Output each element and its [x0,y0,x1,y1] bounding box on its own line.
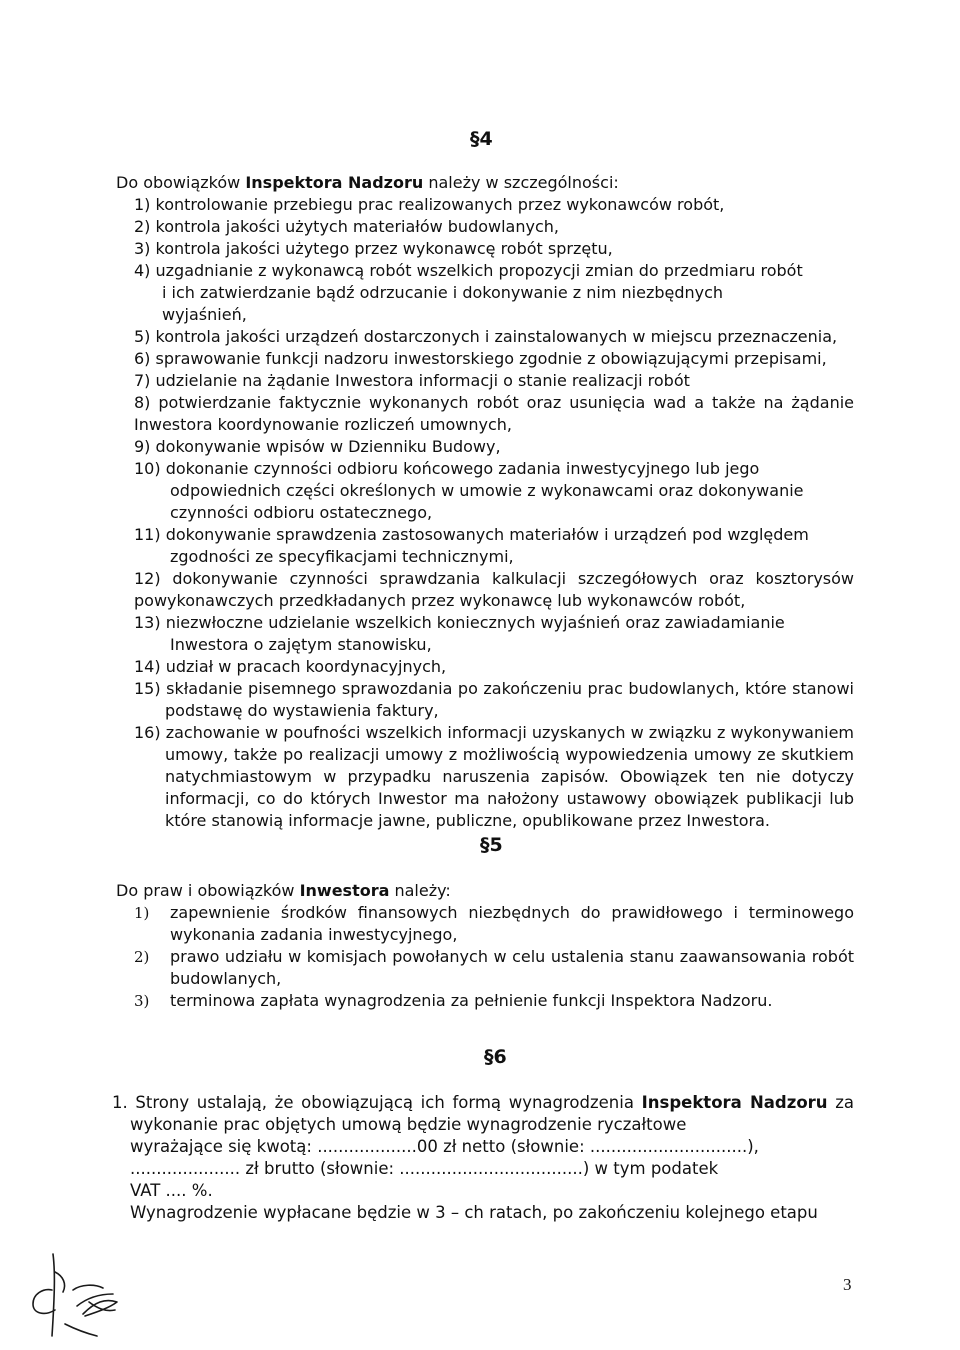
s4-line-25: 16) zachowanie w poufności wszelkich informacji uzyskanych w związku z wykonywaniem [134,723,854,742]
s4-line-16: 11) dokonywanie sprawdzenia zastosowanych materiałów i urządzeń pod względem [134,525,809,544]
s4-line-18: 12) dokonywanie czynności sprawdzania kalkulacji szczegółowych oraz kosztorysów [134,569,854,588]
s5-item-2-cont: budowlanych, [170,969,282,988]
s4-line-21: Inwestora o zajętym stanowisku, [170,635,432,654]
s4-line-29: które stanowią informacje jawne, publiczne, opublikowane przez Inwestora. [165,811,770,830]
s4-line-24: podstawę do wystawienia faktury, [165,701,439,720]
s4-line-3: 3) kontrola jakości użytego przez wykonawcę robót sprzętu, [134,239,613,258]
s4-line-2: 2) kontrola jakości użytych materiałów budowlanych, [134,217,559,236]
section-4-heading: §4 [470,128,493,150]
signature-icon [25,1250,145,1340]
s4-line-7: 5) kontrola jakości urządzeń dostarczonych i zainstalowanych w miejscu przeznaczenia, [134,327,838,346]
s4-line-20: 13) niezwłoczne udzielanie wszelkich koniecznych wyjaśnień oraz zawiadamianie [134,613,785,632]
s4-line-4: 4) uzgadnianie z wykonawcą robót wszelkich propozycji zmian do przedmiaru robót [134,261,803,280]
page-number: 3 [843,1275,852,1294]
s4-line-13: 10) dokonanie czynności odbioru końcowego zadania inwestycyjnego lub jego [134,459,760,478]
s4-line-15: czynności odbioru ostatecznego, [170,503,433,522]
s4-line-9: 7) udzielanie na żądanie Inwestora informacji o stanie realizacji robót [134,371,690,390]
s4-line-8: 6) sprawowanie funkcji nadzoru inwestorskiego zgodnie z obowiązującymi przepisami, [134,349,827,368]
section-5-heading: §5 [480,834,503,856]
s5-item-3: 3) terminowa zapłata wynagrodzenia za pełnienie funkcji Inspektora Nadzoru. [134,991,773,1010]
s4-line-5: i ich zatwierdzanie bądź odrzucanie i dokonywanie z nim niezbędnych [162,283,724,302]
s5-item-1-cont: wykonania zadania inwestycyjnego, [170,925,458,944]
s4-line-12: 9) dokonywanie wpisów w Dzienniku Budowy, [134,437,501,456]
s4-line-26: umowy, także po realizacji umowy z możliwością wypowiedzenia umowy ze skutkiem [165,745,854,764]
s4-line-23: 15) składanie pisemnego sprawozdania po zakończeniu prac budowlanych, które stanowi [134,679,854,698]
s5-item-2: 2) prawo udziału w komisjach powołanych w celu ustalenia stanu zaawansowania robót [134,947,854,966]
s6-line-2: wyrażające się kwotą: ...................00 zł netto (słownie: ..............................), [130,1137,759,1156]
s6-line-4: VAT .... %. [130,1181,213,1200]
s4-line-19: powykonawczych przedkładanych przez wykonawcę lub wykonawców robót, [134,591,746,610]
s5-item-1: 1) zapewnienie środków finansowych niezbędnych do prawidłowego i terminowego [134,903,854,922]
s4-line-10: 8) potwierdzanie faktycznie wykonanych robót oraz usunięcia wad a także na żądanie [134,393,854,412]
s6-line-1: wykonanie prac objętych umową będzie wynagrodzenie ryczałtowe [130,1115,687,1134]
s6-paragraph-1: 1. Strony ustalają, że obowiązującą ich formą wynagrodzenia Inspektora Nadzoru za [112,1093,854,1112]
s4-line-11: Inwestora koordynowanie rozliczeń umownych, [134,415,512,434]
s4-line-1: 1) kontrolowanie przebiegu prac realizowanych przez wykonawców robót, [134,195,725,214]
s4-line-27: natychmiastowym w przypadku naruszenia zapisów. Obowiązek ten nie dotyczy [165,767,854,786]
section-6-heading: §6 [484,1046,507,1068]
s4-line-28: informacji, co do których Inwestor ma nałożony ustawowy obowiązek publikacji lub [165,789,854,808]
s4-line-14: odpowiednich części określonych w umowie z wykonawcami oraz dokonywanie [170,481,804,500]
section-5-intro: Do praw i obowiązków Inwestora należy: [116,881,451,900]
s6-line-3: ..................... zł brutto (słownie: ...................................) w tym podatek [130,1159,719,1178]
s6-line-5: Wynagrodzenie wypłacane będzie w 3 – ch ratach, po zakończeniu kolejnego etapu [130,1203,818,1222]
section-4-intro: Do obowiązków Inspektora Nadzoru należy w szczególności: [116,173,619,192]
s4-line-6: wyjaśnień, [162,305,247,324]
s4-line-22: 14) udział w pracach koordynacyjnych, [134,657,447,676]
s4-line-17: zgodności ze specyfikacjami technicznymi, [170,547,514,566]
